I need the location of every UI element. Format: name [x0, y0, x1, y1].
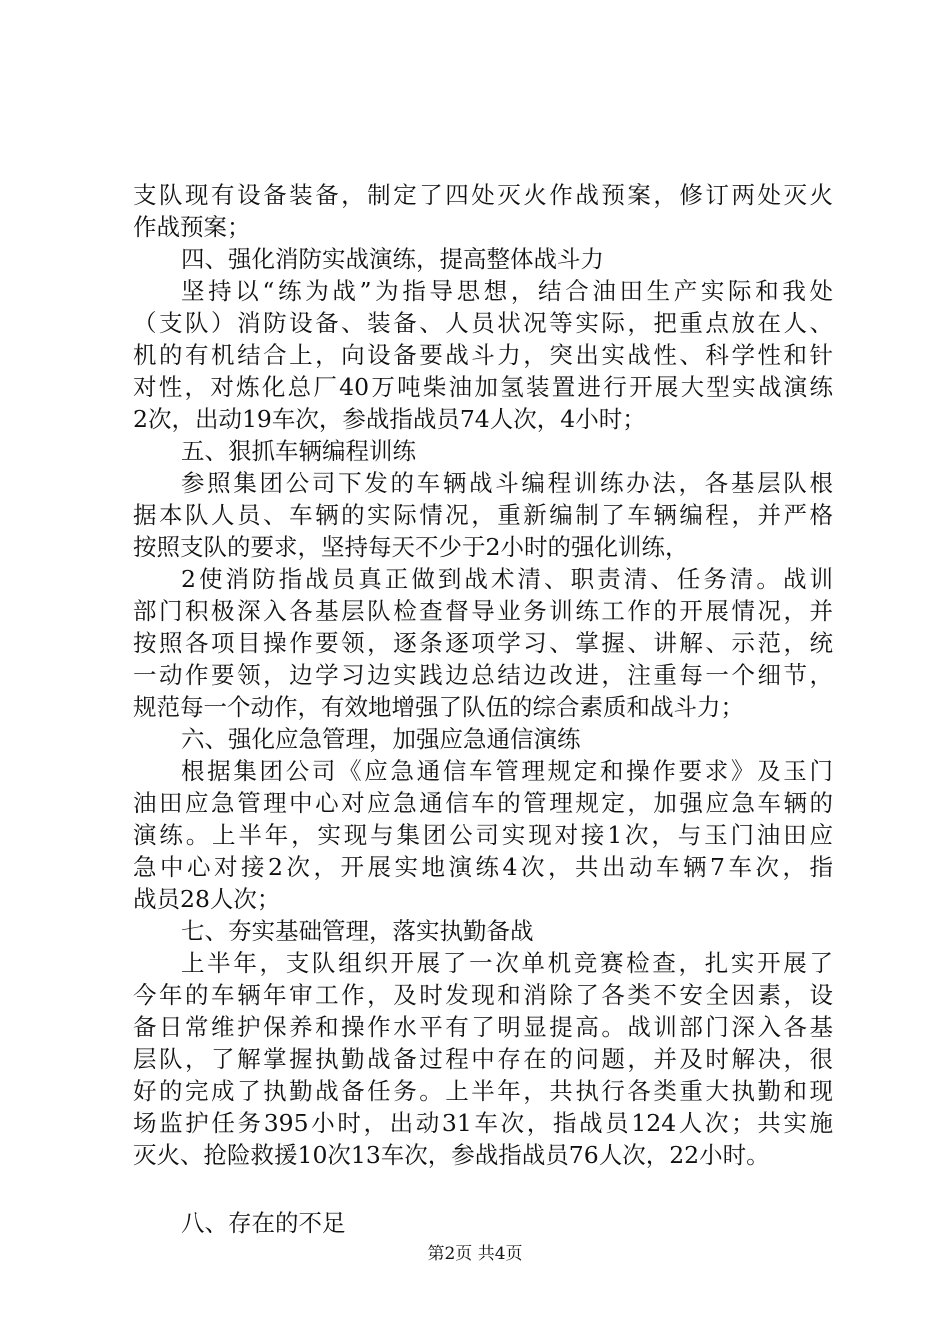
body-text-line: 备日常维护保养和操作水平有了明显提高。战训部门深入各基 — [133, 1013, 833, 1041]
body-text-line: 灭火、抢险救援10次13车次，参战指战员76人次，22小时。 — [133, 1141, 770, 1169]
body-text-line: 上半年，支队组织开展了一次单机竞赛检查，扎实开展了 — [181, 949, 833, 977]
body-text-line: 层队，了解掌握执勤战备过程中存在的问题，并及时解决，很 — [133, 1045, 833, 1073]
body-text-line: 坚持以“练为战”为指导思想，结合油田生产实际和我处 — [181, 277, 833, 305]
section-heading-8: 八、存在的不足 — [181, 1209, 346, 1237]
body-text-line: 一动作要领，边学习边实践边总结边改进，注重每一个细节， — [133, 661, 833, 689]
body-text-line: 战员28人次； — [133, 885, 281, 913]
body-text-line: 今年的车辆年审工作，及时发现和消除了各类不安全因素，设 — [133, 981, 833, 1009]
body-text-line: 演练。上半年，实现与集团公司实现对接1次，与玉门油田应 — [133, 821, 833, 849]
body-text-line: 2次，出动19车次，参战指战员74人次，4小时； — [133, 405, 646, 433]
body-text-line: 2使消防指战员真正做到战术清、职责清、任务清。战训 — [181, 565, 833, 593]
body-text-line: 好的完成了执勤战备任务。上半年，共执行各类重大执勤和现 — [133, 1077, 833, 1105]
body-text-line: 机的有机结合上，向设备要战斗力，突出实战性、科学性和针 — [133, 341, 833, 369]
body-text-line: （支队）消防设备、装备、人员状况等实际，把重点放在人、 — [133, 309, 833, 337]
body-text-line: 参照集团公司下发的车辆战斗编程训练办法，各基层队根 — [181, 469, 833, 497]
body-text-line: 根据集团公司《应急通信车管理规定和操作要求》及玉门 — [181, 757, 833, 785]
body-text-line: 作战预案； — [133, 213, 251, 241]
body-text-line: 急中心对接2次，开展实地演练4次，共出动车辆7车次，指 — [133, 853, 833, 881]
body-text-line: 场监护任务395小时，出动31车次，指战员124人次；共实施 — [133, 1109, 833, 1137]
body-text-line: 据本队人员、车辆的实际情况，重新编制了车辆编程，并严格 — [133, 501, 833, 529]
body-text-line: 油田应急管理中心对应急通信车的管理规定，加强应急车辆的 — [133, 789, 833, 817]
body-text-line: 支队现有设备装备，制定了四处灭火作战预案，修订两处灭火 — [133, 181, 833, 209]
body-text-line: 按照支队的要求，坚持每天不少于2小时的强化训练， — [133, 533, 689, 561]
section-heading-5: 五、狠抓车辆编程训练 — [181, 437, 416, 465]
body-text-line: 规范每一个动作，有效地增强了队伍的综合素质和战斗力； — [133, 693, 744, 721]
body-text-line: 部门积极深入各基层队检查督导业务训练工作的开展情况，并 — [133, 597, 833, 625]
page-number-footer: 第2页 共4页 — [427, 1244, 523, 1264]
section-heading-7: 七、夯实基础管理，落实执勤备战 — [181, 917, 534, 945]
body-text-line: 按照各项目操作要领，逐条逐项学习、掌握、讲解、示范，统 — [133, 629, 833, 657]
section-heading-4: 四、强化消防实战演练，提高整体战斗力 — [181, 245, 604, 273]
section-heading-6: 六、强化应急管理，加强应急通信演练 — [181, 725, 581, 753]
body-text-line: 对性，对炼化总厂40万吨柴油加氢装置进行开展大型实战演练 — [133, 373, 833, 401]
